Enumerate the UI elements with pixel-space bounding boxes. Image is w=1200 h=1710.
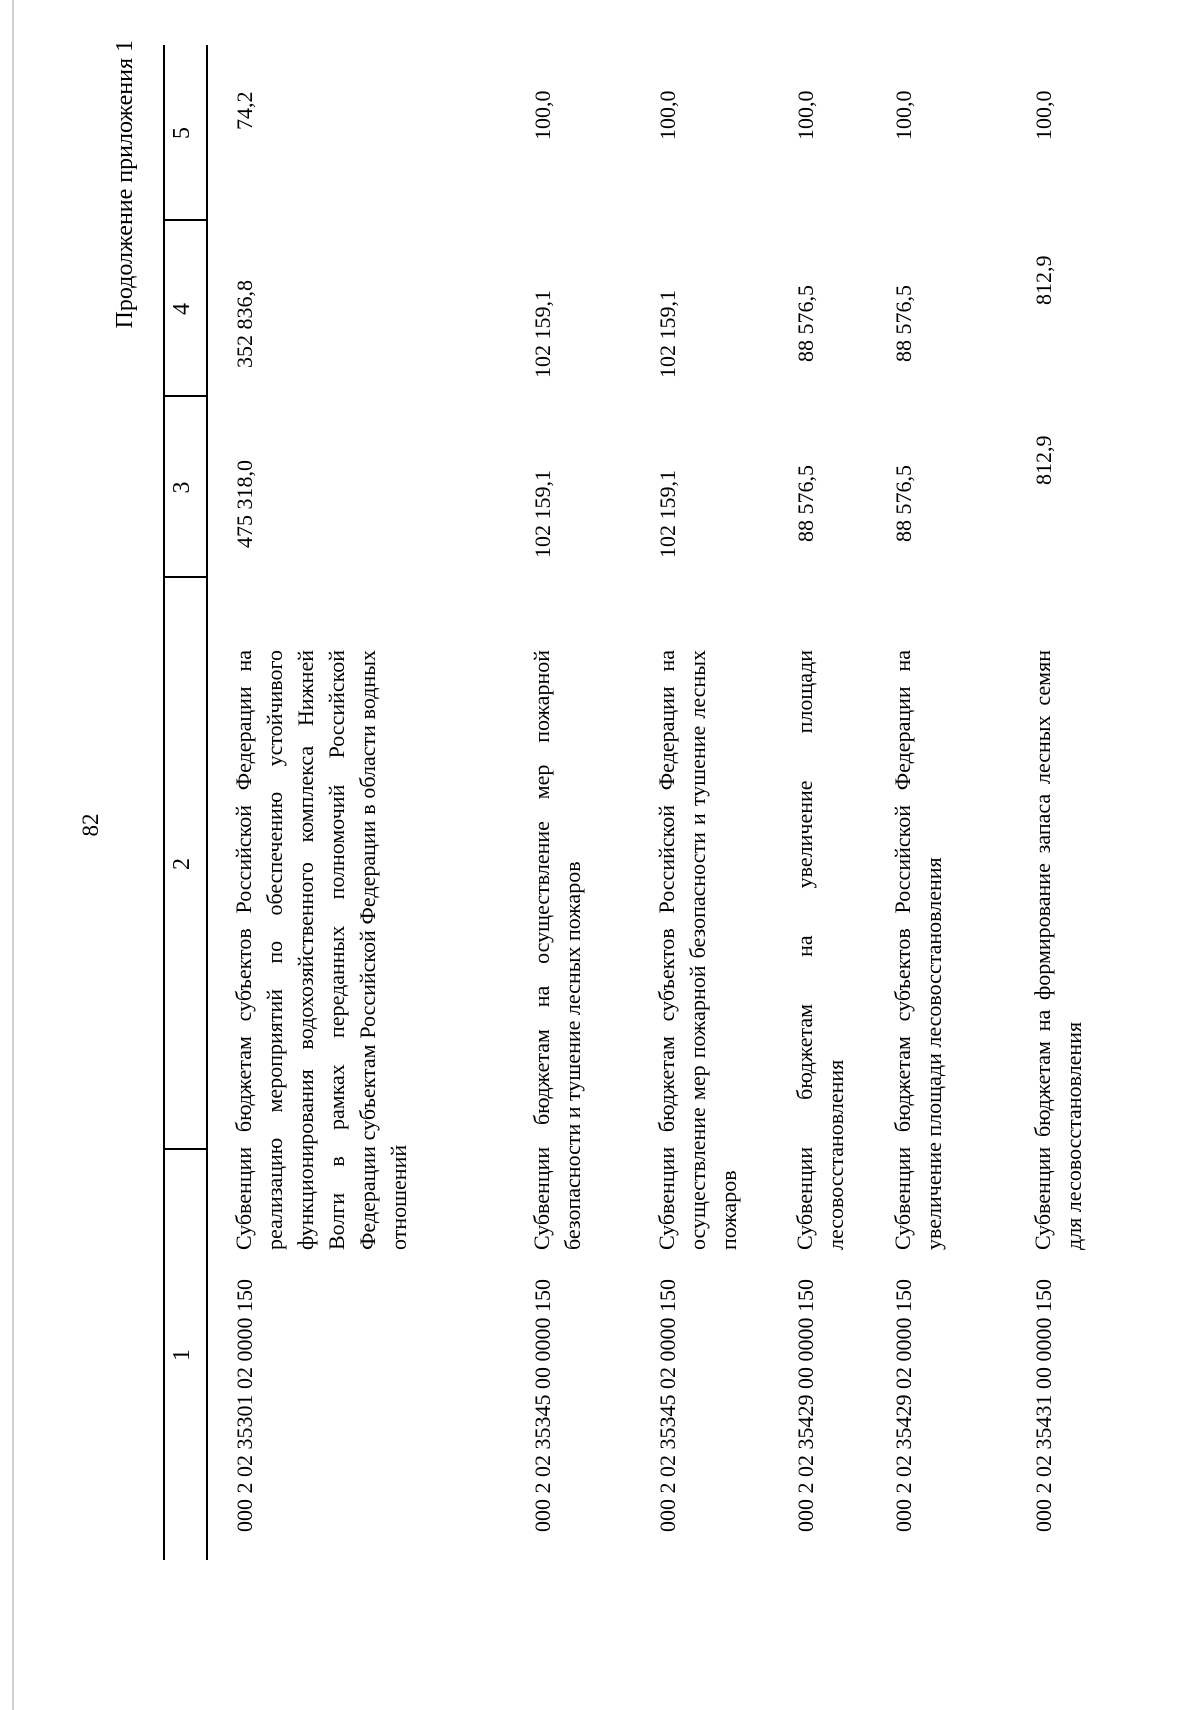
row-description: Субвенции бюджетам субъектов Российской Федерации на реализацию мероприятий по обеспечению устойчивого функционирования водохозяйственного комплекса Нижней Волги в рамках переданных полномочий Российской Федерации субъектам Российской Федерации в области водных отношений: [231, 650, 411, 1250]
row-plan: 88 576,5: [793, 465, 818, 542]
row-description: Субвенции бюджетам на увеличение площади лесовосстановления: [792, 650, 848, 1250]
row-percent: 100,0: [793, 90, 818, 140]
row-code: 000 2 02 35345 02 0000 150: [655, 1279, 680, 1532]
column-header-1: 1: [169, 1349, 195, 1361]
row-description: Субвенции бюджетам субъектов Российской Федерации на увеличение площади лесовосстановления: [890, 650, 946, 1250]
row-actual: 88 576,5: [891, 285, 916, 362]
column-header-2: 2: [169, 858, 195, 870]
row-percent: 100,0: [891, 90, 916, 140]
page-number: 82: [78, 813, 103, 837]
row-percent: 100,0: [1031, 90, 1056, 140]
row-percent: 74,2: [232, 91, 257, 130]
table-top-rule: [163, 45, 165, 1560]
row-actual: 88 576,5: [793, 285, 818, 362]
row-actual: 102 159,1: [655, 290, 680, 378]
row-plan: 102 159,1: [655, 470, 680, 558]
row-plan: 102 159,1: [530, 470, 555, 558]
row-code: 000 2 02 35345 00 0000 150: [530, 1279, 555, 1532]
row-plan: 812,9: [1031, 435, 1056, 485]
row-actual: 102 159,1: [530, 290, 555, 378]
column-header-5: 5: [169, 127, 195, 139]
row-percent: 100,0: [655, 90, 680, 140]
header-bottom-rule: [206, 45, 208, 1560]
row-percent: 100,0: [530, 90, 555, 140]
row-description: Субвенции бюджетам субъектов Российской Федерации на осуществление мер пожарной безопасности и тушение лесных пожаров: [654, 650, 741, 1250]
row-plan: 88 576,5: [891, 465, 916, 542]
column-header-4: 4: [169, 303, 195, 315]
row-code: 000 2 02 35429 00 0000 150: [793, 1279, 818, 1532]
row-code: 000 2 02 35431 00 0000 150: [1031, 1279, 1056, 1532]
row-actual: 352 836,8: [232, 280, 257, 368]
column-header-3: 3: [169, 481, 195, 494]
row-description: Субвенции бюджетам на формирование запаса лесных семян для лесовосстановления: [1030, 650, 1086, 1250]
row-description: Субвенции бюджетам на осуществление мер пожарной безопасности и тушение лесных пожаров: [529, 650, 585, 1250]
row-plan: 475 318,0: [232, 460, 257, 548]
continuation-label: Продолжение приложения 1: [112, 40, 138, 329]
row-code: 000 2 02 35301 02 0000 150: [232, 1279, 257, 1532]
row-actual: 812,9: [1031, 255, 1056, 305]
row-code: 000 2 02 35429 02 0000 150: [891, 1279, 916, 1532]
